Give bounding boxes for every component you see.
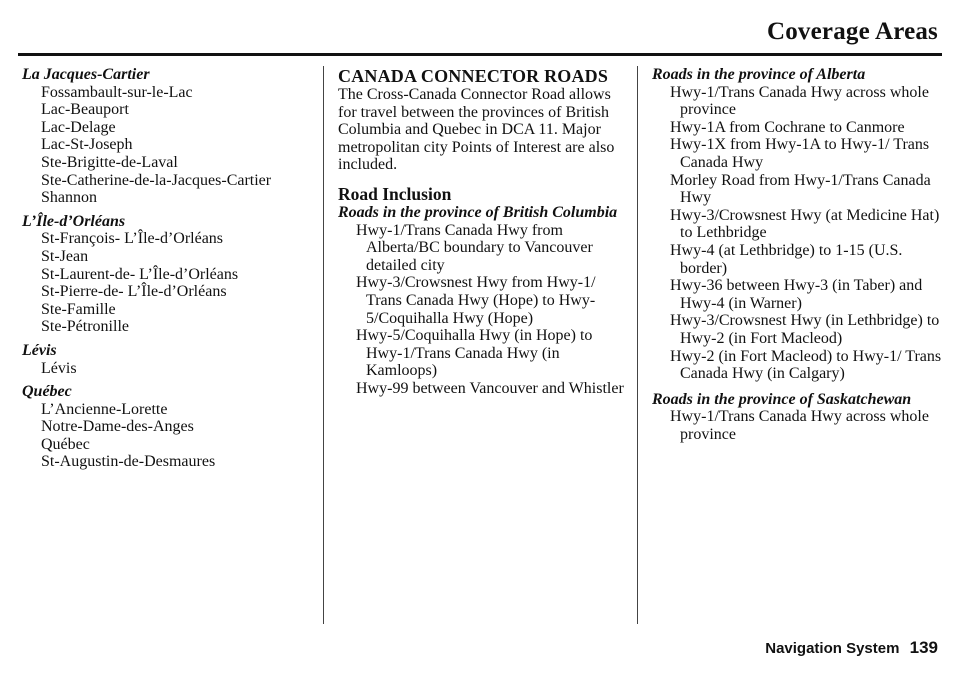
region-heading: Lévis [22,341,57,359]
city-item: St-François- L’Île-d’Orléans [41,230,224,248]
road-group-saskatchewan [652,391,944,444]
road-item: Hwy-1/Trans Canada Hwy across whole province [670,83,929,119]
column-3 [652,66,944,443]
region-group-levis [22,342,312,377]
road-item: Hwy-4 (at Lethbridge) to 1-15 (U.S. border) [670,241,903,277]
city-list [22,360,312,378]
road-item: Hwy-1A from Cochrane to Canmore [670,118,905,136]
city-item: Québec [41,435,90,453]
road-group-heading: Roads in the province of Saskatchewan [652,390,912,408]
city-item: Notre-Dame-des-Anges [41,418,194,436]
road-list [652,408,944,443]
page-number: 139 [909,638,938,657]
road-item: Hwy-5/Coquihalla Hwy (in Hope) to Hwy-1/Trans Canada Hwy (in Kamloops) [356,327,593,380]
city-item: Lévis [41,359,77,377]
city-list [22,401,312,471]
page-title: Coverage Areas [766,18,938,45]
road-list [338,222,624,398]
column-1 [22,66,312,471]
road-item: Hwy-3/Crowsnest Hwy from Hwy-1/ Trans Canada Hwy (Hope) to Hwy-5/Coquihalla Hwy (Hope) [356,274,596,327]
city-item: Lac-Delage [41,118,116,136]
road-group-british-columbia [338,204,624,398]
road-item: Hwy-99 between Vancouver and Whistler [356,379,624,397]
city-item: Lac-Beauport [41,101,129,119]
region-heading: La Jacques-Cartier [22,66,150,83]
region-group-ile-d-orleans [22,213,312,336]
subsection-heading: Road Inclusion [338,183,452,204]
manual-name: Navigation System [765,640,900,657]
road-group-heading: Roads in the province of British Columbia [338,203,618,221]
region-group-la-jacques-cartier [22,66,312,207]
city-list [22,84,312,207]
title-rule [18,53,942,56]
region-group-quebec [22,383,312,471]
road-item: Morley Road from Hwy-1/Trans Canada Hwy [670,171,931,207]
road-group-heading: Roads in the province of Alberta [652,66,866,83]
city-list [22,230,312,336]
road-item: Hwy-1/Trans Canada Hwy across whole province [670,408,929,443]
city-item: Ste-Brigitte-de-Laval [41,153,178,171]
intro-paragraph: The Cross-Canada Connector Road allows for travel between the provinces of British Columbia and Quebec in DCA 11. Major metropolitan city Points of Interest are also included. [338,86,615,174]
road-group-alberta [652,66,944,383]
region-heading: L’Île-d’Orléans [22,212,126,230]
city-item: St-Jean [41,247,89,265]
city-item: St-Laurent-de- L’Île-d’Orléans [41,265,239,283]
road-item: Hwy-1/Trans Canada Hwy from Alberta/BC boundary to Vancouver detailed city [356,221,593,274]
section-heading: CANADA CONNECTOR ROADS [338,66,609,86]
city-item: Shannon [41,189,97,207]
city-item: L’Ancienne-Lorette [41,400,168,418]
city-item: St-Augustin-de-Desmaures [41,453,216,471]
city-item: Ste-Famille [41,300,116,318]
city-item: St-Pierre-de- L’Île-d’Orléans [41,283,227,301]
city-item: Lac-St-Joseph [41,136,133,154]
city-item: Fossambault-sur-le-Lac [41,83,193,101]
column-divider-1 [323,66,324,624]
road-item: Hwy-3/Crowsnest Hwy (in Lethbridge) to Hwy-2 (in Fort Macleod) [670,312,940,347]
column-divider-2 [637,66,638,624]
city-item: Ste-Catherine-de-la-Jacques-Cartier [41,171,272,189]
road-item: Hwy-1X from Hwy-1A to Hwy-1/ Trans Canada Hwy [670,136,930,171]
road-list [652,84,944,383]
road-item: Hwy-2 (in Fort Macleod) to Hwy-1/ Trans Canada Hwy (in Calgary) [670,347,942,383]
road-item: Hwy-36 between Hwy-3 (in Taber) and Hwy-4 (in Warner) [670,277,923,312]
region-heading: Québec [22,383,72,401]
road-item: Hwy-3/Crowsnest Hwy (at Medicine Hat) to Lethbridge [670,206,940,242]
column-2 [338,66,624,398]
city-item: Ste-Pétronille [41,318,129,336]
page-footer [765,638,938,658]
